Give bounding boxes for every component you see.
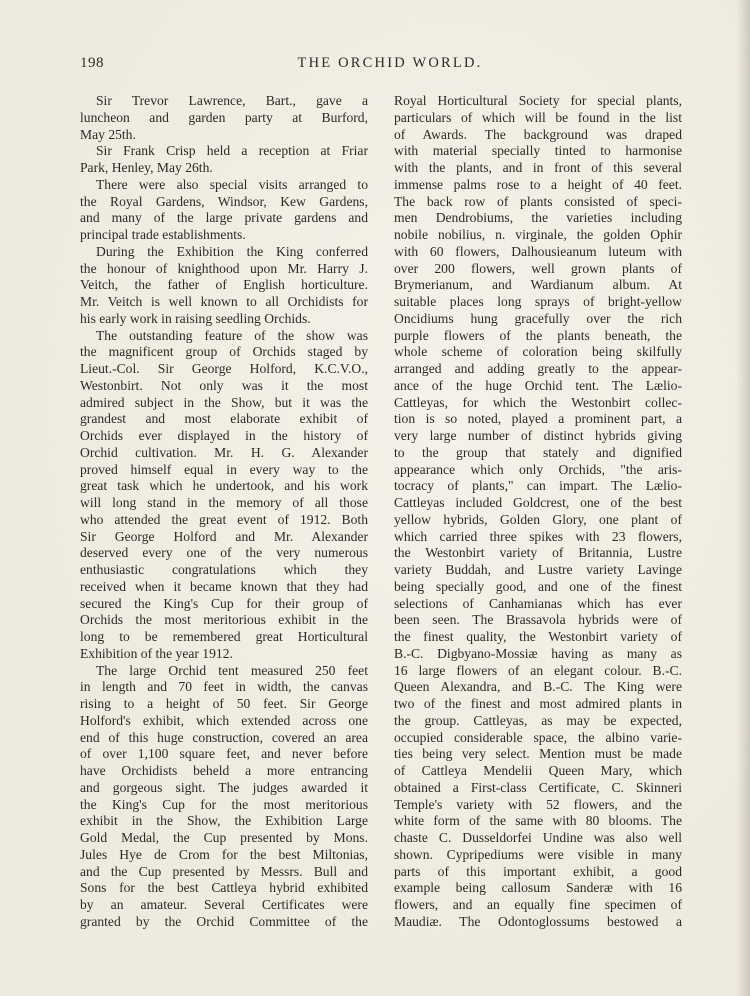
text-line: shown. Cypripediums were visible in many xyxy=(394,846,682,862)
text-line: and the Cup presented by Messrs. Bull and xyxy=(80,863,368,879)
text-line: During the Exhibition the King conferred xyxy=(96,243,368,259)
text-line: great task which he undertook, and his work xyxy=(80,478,368,494)
text-line: secured the King's Cup for their group of xyxy=(80,595,368,611)
text-line: Orchids the most meritorious exhibit in the xyxy=(80,612,368,628)
text-line: Queen Alexandra, and B.-C. The King were xyxy=(394,679,682,695)
text-line: Cattleyas, for which the Westonbirt collec- xyxy=(394,394,682,410)
text-line: the finest quality, the Westonbirt variety of xyxy=(394,629,682,644)
text-line: the King's Cup for the most meritorious xyxy=(80,796,368,812)
text-line: There were also special visits arranged to xyxy=(96,176,368,192)
text-line: deserved every one of the very numerous xyxy=(80,545,368,561)
text-line: occupied considerable space, the albino varie- xyxy=(394,729,682,745)
text-line: of Cattleya Mendelii Queen Mary, which xyxy=(394,763,682,778)
text-line: granted by the Orchid Committee of the xyxy=(80,913,368,929)
text-line: Jules Hye de Crom for the best Miltonias, xyxy=(80,846,368,862)
text-line: and gorgeous sight. The judges awarded it xyxy=(80,779,368,795)
text-line: yellow hybrids, Golden Glory, one plant of xyxy=(394,511,682,527)
text-line: tocracy of plants," can impart. The Lælio- xyxy=(394,478,682,494)
text-line: Brymerianum, and Wardianum album. At xyxy=(394,277,682,293)
text-line: ance of the huge Orchid tent. The Lælio- xyxy=(394,377,682,393)
text-line: Oncidiums hung gracefully over the rich xyxy=(394,310,682,326)
text-line: Exhibition of the year 1912. xyxy=(80,645,233,661)
text-line: the group. Cattleyas, as may be expected, xyxy=(394,712,682,728)
text-line: suitable places long sprays of bright-yellow xyxy=(394,294,682,309)
text-line: the honour of knighthood upon Mr. Harry J. xyxy=(80,260,368,276)
text-line: variety Buddah, and Lustre variety Lavinge xyxy=(394,562,682,577)
left-column xyxy=(80,93,368,931)
text-line: obtained a First-class Certificate, C. Skinneri xyxy=(394,779,682,795)
text-line: to the group that stately and dignified xyxy=(394,444,682,460)
text-line: men Dendrobiums, the varieties including xyxy=(394,210,682,226)
text-line: exhibit in the Show, the Exhibition Large xyxy=(80,813,368,829)
text-line: with 60 flowers, Dalhousieanum luteum with xyxy=(394,243,682,259)
text-line: the Royal Gardens, Windsor, Kew Gardens, xyxy=(80,193,368,209)
text-line: purple flowers of the plants beneath, the xyxy=(394,327,682,343)
text-line: being specially good, and one of the finest xyxy=(394,578,682,594)
text-line: which carried three spikes with 23 flowers, xyxy=(394,528,682,544)
text-line: Westonbirt. Not only was it the most xyxy=(80,377,368,393)
text-line: been seen. The Brassavola hybrids were of xyxy=(394,612,682,628)
text-line: The outstanding feature of the show was xyxy=(96,327,368,343)
text-line: very large number of distinct hybrids giving xyxy=(394,428,682,443)
text-line: selections of Canhamianas which has ever xyxy=(394,595,682,611)
text-line: the magnificent group of Orchids staged by xyxy=(80,344,368,360)
text-line: will long stand in the memory of all those xyxy=(80,495,368,510)
text-line: B.-C. Digbyano-Mossiæ having as many as xyxy=(394,645,682,661)
text-line: with the plants, and in front of this several xyxy=(394,160,682,175)
text-line: chaste C. Dusseldorfei Undine was also well xyxy=(394,830,682,845)
text-line: Gold Medal, the Cup presented by Mons. xyxy=(80,830,368,845)
text-line: luncheon and garden party at Burford, xyxy=(80,109,368,125)
text-line: Lieut.-Col. Sir George Holford, K.C.V.O., xyxy=(80,361,368,376)
right-column xyxy=(394,93,682,931)
text-line: admired subject in the Show, but it was the xyxy=(80,394,368,410)
text-line: nobile nobilius, n. virginale, the golden Ophir xyxy=(394,227,682,242)
text-line: parts of this important exhibit, a good xyxy=(394,863,682,879)
text-line: who attended the great event of 1912. Both xyxy=(80,511,368,527)
text-line: example being callosum Sanderæ with 16 xyxy=(394,880,682,896)
text-line: rising to a height of 50 feet. Sir George xyxy=(80,696,368,711)
text-line: Sir Trevor Lawrence, Bart., gave a xyxy=(96,93,368,108)
text-line: and many of the large private gardens and xyxy=(80,210,368,226)
text-line: long to be remembered great Horticultural xyxy=(80,629,368,644)
text-line: Sir Frank Crisp held a reception at Friar xyxy=(96,143,368,159)
text-line: tion is so noted, played a prominent part, a xyxy=(394,411,682,427)
text-line: The large Orchid tent measured 250 feet xyxy=(96,662,368,678)
text-line: proved himself equal in every way to the xyxy=(80,461,368,477)
spine-shadow xyxy=(736,0,750,996)
text-line: principal trade establishments. xyxy=(80,227,246,242)
text-line: his early work in raising seedling Orchids. xyxy=(80,310,311,326)
text-line: over 200 flowers, well grown plants of xyxy=(394,260,682,276)
page-number: 198 xyxy=(80,55,104,71)
text-line: The back row of plants consisted of speci- xyxy=(394,193,682,209)
text-line: appearance which only Orchids, "the aris- xyxy=(394,461,682,477)
text-line: of over 1,100 square feet, and never before xyxy=(80,746,368,762)
text-line: white form of the same with 80 blooms. The xyxy=(394,813,682,829)
text-line: 16 large flowers of an elegant colour. B.-C. xyxy=(394,662,682,678)
text-line: immense palms rose to a height of 40 feet. xyxy=(394,176,682,192)
running-title: THE ORCHID WORLD. xyxy=(297,55,483,71)
text-line: of Awards. The background was draped xyxy=(394,126,682,142)
text-line: Sons for the best Cattleya hybrid exhibited xyxy=(80,880,368,896)
text-line: Royal Horticultural Society for special plants, xyxy=(394,93,682,108)
text-line: with material specially tinted to harmonise xyxy=(394,143,682,159)
page-header xyxy=(80,55,680,75)
text-line: Orchids ever displayed in the history of xyxy=(80,428,368,443)
text-line: whole scheme of coloration being skilfully xyxy=(394,344,682,360)
text-line: Holford's exhibit, which extended across one xyxy=(80,712,368,728)
text-line: grandest and most elaborate exhibit of xyxy=(80,411,368,427)
text-line: Maudiæ. The Odontoglossums bestowed a xyxy=(394,913,682,929)
text-line: ties being very select. Mention must be made xyxy=(394,746,682,762)
text-line: received when it became known that they had xyxy=(80,578,368,594)
text-line: Park, Henley, May 26th. xyxy=(80,160,213,175)
text-line: by an amateur. Several Certificates were xyxy=(80,897,368,912)
text-line: end of this huge construction, covered an area xyxy=(80,729,368,745)
text-line: Mr. Veitch is well known to all Orchidists for xyxy=(80,294,368,309)
text-line: Sir George Holford and Mr. Alexander xyxy=(80,528,368,544)
text-line: Temple's variety with 52 flowers, and the xyxy=(394,796,682,812)
text-line: have Orchidists beheld a more entrancing xyxy=(80,763,368,778)
text-line: two of the finest and most admired plants in xyxy=(394,696,682,711)
text-line: particulars of which will be found in the list xyxy=(394,109,682,125)
text-line: arranged and adding greatly to the appear- xyxy=(394,361,682,376)
text-line: Orchid cultivation. Mr. H. G. Alexander xyxy=(80,444,368,460)
text-line: Veitch, the father of English horticulture. xyxy=(80,277,368,293)
text-line: in length and 70 feet in width, the canvas xyxy=(80,679,368,695)
text-line: May 25th. xyxy=(80,126,136,142)
text-line: flowers, and an equally fine specimen of xyxy=(394,897,682,912)
text-line: the Westonbirt variety of Britannia, Lustre xyxy=(394,545,682,561)
text-line: enthusiastic congratulations which they xyxy=(80,562,368,577)
text-line: Cattleyas included Goldcrest, one of the best xyxy=(394,495,682,510)
